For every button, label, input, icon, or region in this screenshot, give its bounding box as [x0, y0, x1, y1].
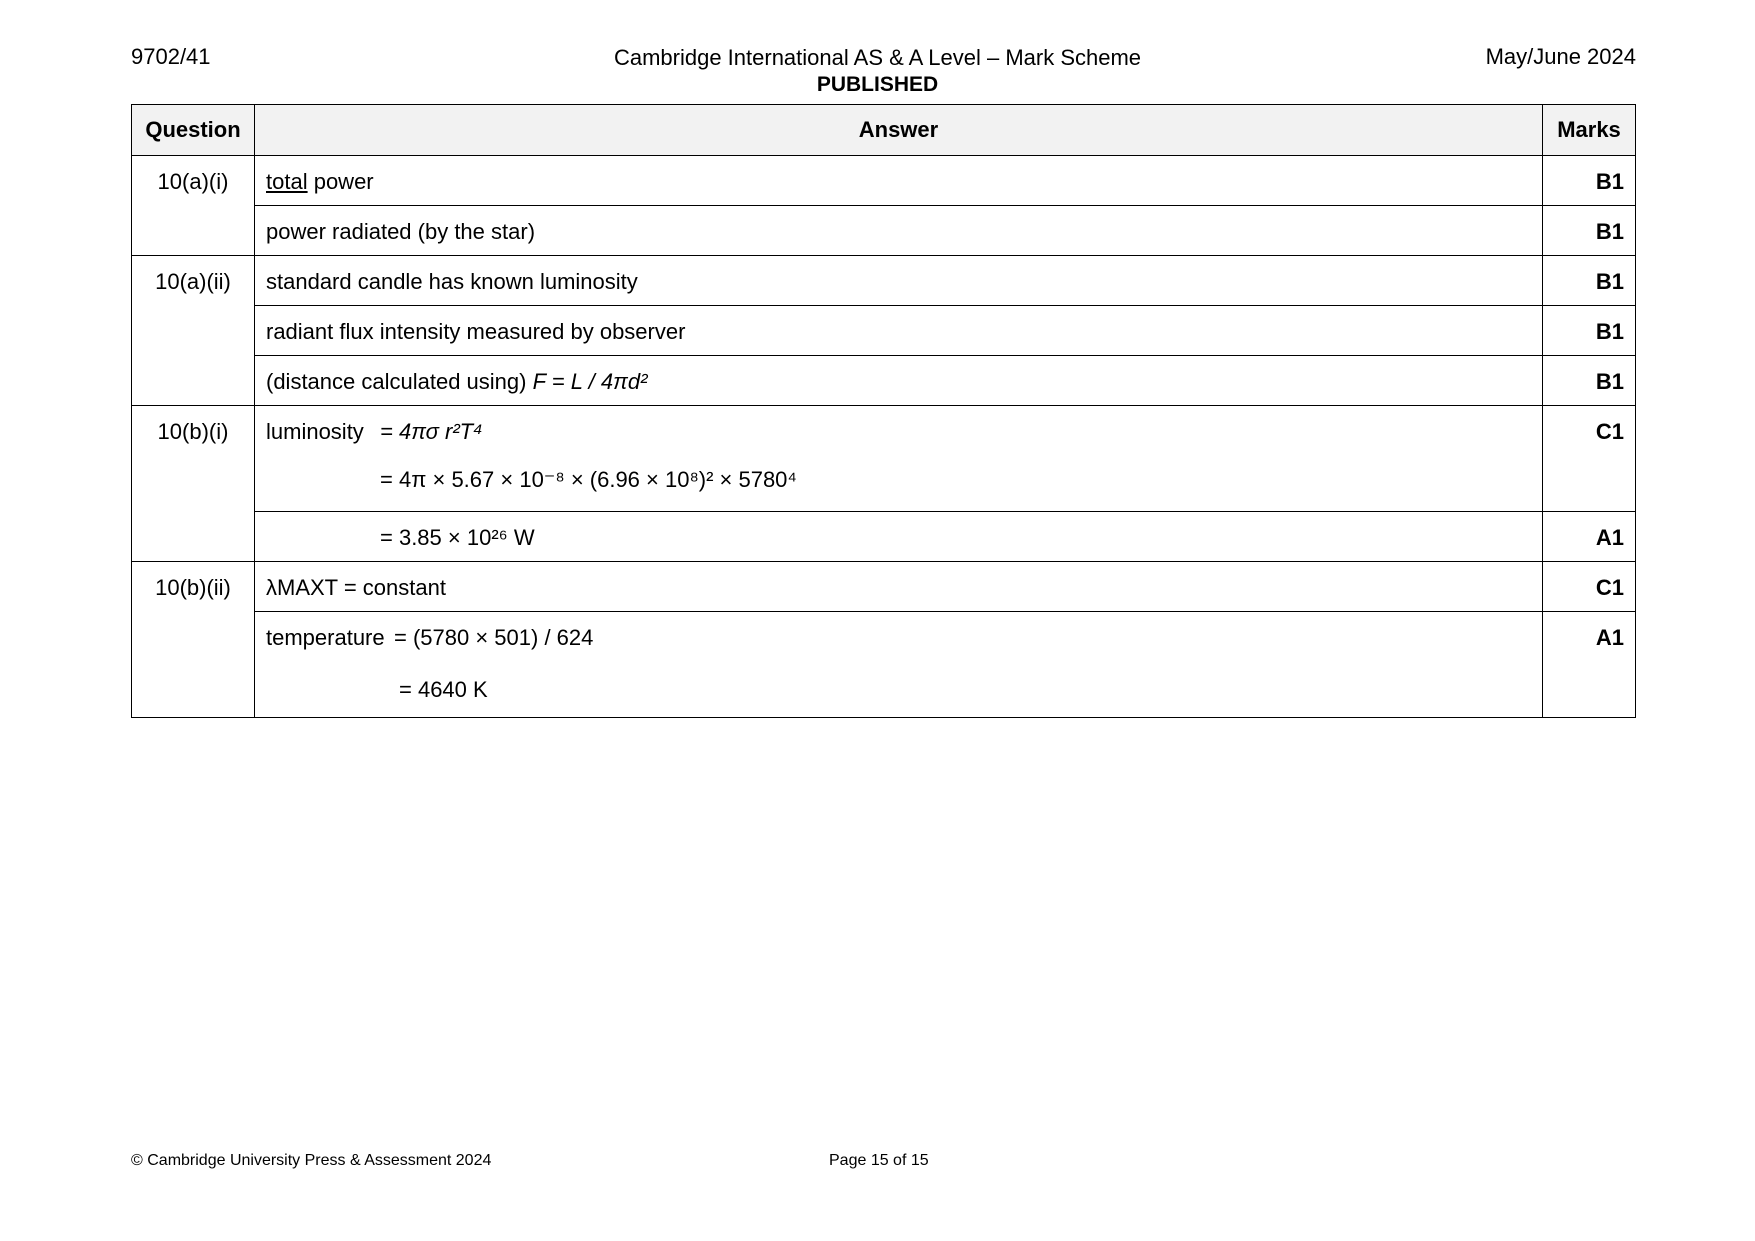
table-row [132, 306, 1636, 356]
mark-cell: A1 [1543, 512, 1636, 562]
answer-cell [255, 512, 1543, 562]
temperature-calculation: = (5780 × 501) / 624 [394, 625, 594, 650]
answer-text: power [307, 169, 374, 194]
mark-cell: B1 [1543, 356, 1636, 406]
question-number: 10(b)(i) [132, 406, 255, 562]
distance-formula: F = L / 4πd² [532, 369, 648, 394]
temperature-result: = 4640 K [399, 677, 488, 702]
answer-text: (distance calculated using) [266, 369, 533, 394]
question-number: 10(a)(i) [132, 156, 255, 256]
exam-session: May/June 2024 [1485, 44, 1636, 69]
mark-cell: B1 [1543, 256, 1636, 306]
answer-cell [255, 256, 1543, 306]
document-title: Cambridge International AS & A Level – Mark Scheme [613, 45, 1142, 70]
answer-label: luminosity [266, 419, 364, 444]
table-row [132, 206, 1636, 256]
answer-label: temperature [266, 625, 385, 650]
table-row [132, 512, 1636, 562]
mark-scheme-table [131, 104, 1636, 718]
mark-cell: A1 [1543, 612, 1636, 718]
answer-cell [255, 156, 1543, 206]
answer-text: standard candle has known luminosity [266, 269, 638, 294]
table-header-row [132, 105, 1636, 156]
mark-cell: C1 [1543, 406, 1636, 512]
answer-cell [255, 306, 1543, 356]
question-number: 10(b)(ii) [132, 562, 255, 718]
table-row [132, 406, 1636, 512]
wien-law-formula: λMAXT = constant [266, 575, 446, 600]
mark-cell: C1 [1543, 562, 1636, 612]
table-row [132, 612, 1636, 718]
answer-cell [255, 356, 1543, 406]
question-number: 10(a)(ii) [132, 256, 255, 406]
luminosity-substitution: = 4π × 5.67 × 10⁻⁸ × (6.96 × 10⁸)² × 5780⁴ [380, 467, 797, 492]
answer-cell [255, 562, 1543, 612]
luminosity-formula: = 4πσ r²T⁴ [380, 419, 483, 444]
answer-cell [255, 406, 1543, 512]
column-header-marks: Marks [1543, 105, 1636, 156]
answer-text: power radiated (by the star) [266, 219, 536, 244]
answer-cell [255, 206, 1543, 256]
column-header-answer: Answer [255, 105, 1543, 156]
column-header-question: Question [132, 105, 255, 156]
answer-cell [255, 612, 1543, 718]
copyright-notice: © Cambridge University Press & Assessment 2024 [131, 1152, 492, 1169]
table-row [132, 156, 1636, 206]
status-label: PUBLISHED [816, 73, 939, 96]
luminosity-result: = 3.85 × 10²⁶ W [380, 525, 535, 550]
table-row [132, 562, 1636, 612]
answer-text: radiant flux intensity measured by observer [266, 319, 686, 344]
underlined-keyword: total [266, 169, 308, 194]
mark-cell: B1 [1543, 306, 1636, 356]
table-row [132, 256, 1636, 306]
mark-cell: B1 [1543, 156, 1636, 206]
mark-cell: B1 [1543, 206, 1636, 256]
table-row [132, 356, 1636, 406]
paper-code: 9702/41 [131, 44, 211, 69]
page-number: Page 15 of 15 [829, 1152, 929, 1169]
